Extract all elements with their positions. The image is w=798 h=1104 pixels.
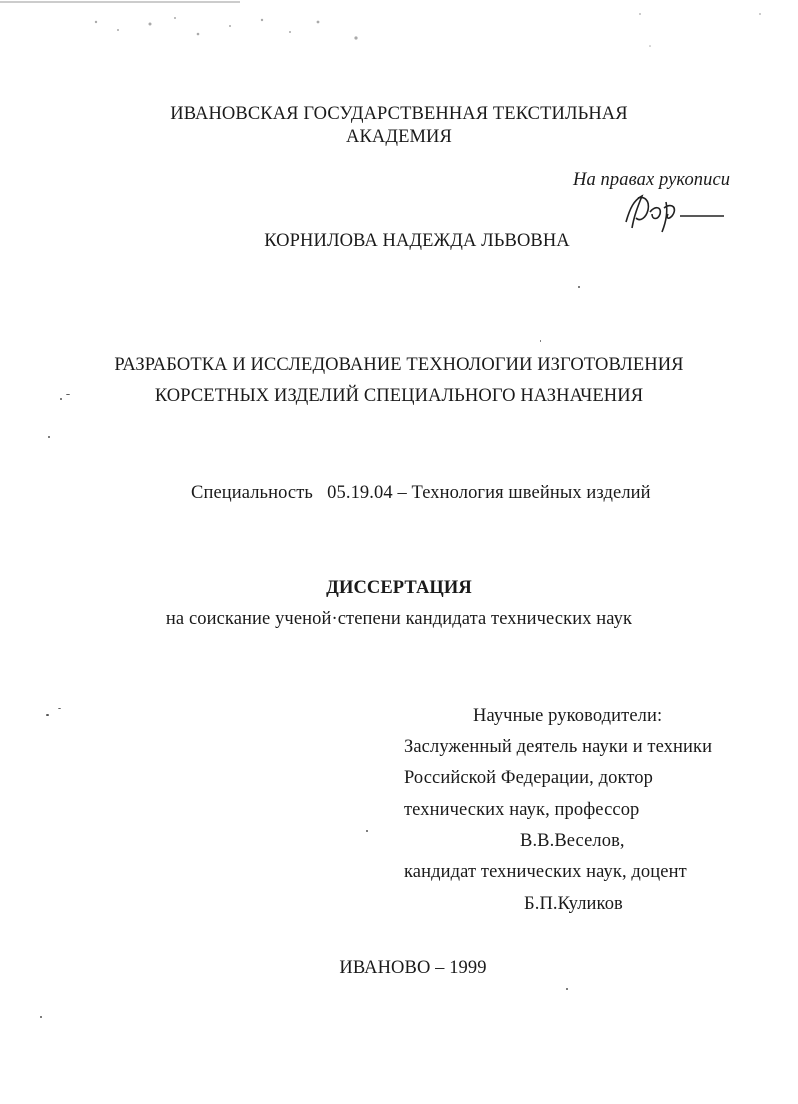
title-line-2: КОРСЕТНЫХ ИЗДЕЛИЙ СПЕЦИАЛЬНОГО НАЗНАЧЕНИЯ xyxy=(154,386,644,406)
supervisor-line: технических наук, профессор xyxy=(404,800,640,820)
author-name: КОРНИЛОВА НАДЕЖДА ЛЬВОВНА xyxy=(264,231,570,251)
supervisors-heading: Научные руководители: xyxy=(473,706,663,726)
supervisor-line: кандидат технических наук, доцент xyxy=(404,862,687,882)
scan-speck xyxy=(46,714,49,716)
handwritten-signature xyxy=(620,188,730,234)
rights-note: На правах рукописи xyxy=(573,170,731,190)
specialty-name: – Технология швейных изделий xyxy=(397,483,651,503)
title-line-1: РАЗРАБОТКА И ИССЛЕДОВАНИЕ ТЕХНОЛОГИИ ИЗГОТОВЛЕНИЯ xyxy=(114,355,684,375)
scan-speck xyxy=(366,830,368,832)
scan-artifact-top xyxy=(0,0,798,50)
scan-speck xyxy=(566,988,568,990)
scan-speck xyxy=(58,708,61,709)
work-type-heading: ДИССЕРТАЦИЯ xyxy=(326,578,472,598)
place-year: ИВАНОВО – 1999 xyxy=(339,958,487,978)
scan-speck xyxy=(578,286,580,288)
specialty-line xyxy=(191,483,651,504)
scan-speck xyxy=(48,436,50,438)
supervisor-line: Заслуженный деятель науки и техники xyxy=(404,737,713,757)
specialty-code: 05.19.04 xyxy=(327,483,393,503)
scan-speck xyxy=(66,394,70,395)
specialty-label: Специальность xyxy=(191,483,313,503)
scan-speck xyxy=(40,1016,42,1018)
supervisor-line: Российской Федерации, доктор xyxy=(404,768,653,788)
degree-line: на соискание ученой·степени кандидата технических наук xyxy=(165,609,633,629)
scan-speck xyxy=(60,398,62,400)
scan-speck xyxy=(540,340,541,342)
supervisor-name: В.В.Веселов, xyxy=(520,831,625,851)
institution-line-2: АКАДЕМИЯ xyxy=(346,127,452,147)
supervisor-name: Б.П.Куликов xyxy=(524,894,623,914)
institution-line-1: ИВАНОВСКАЯ ГОСУДАРСТВЕННАЯ ТЕКСТИЛЬНАЯ xyxy=(170,104,628,124)
